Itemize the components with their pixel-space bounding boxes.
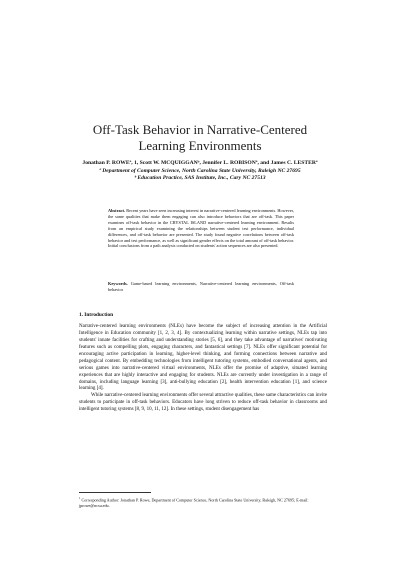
paragraph: While narrative-centered learning environments offer several attractive qualities, these same characteristics can invite students to participate in off-task behaviors. Educators have long striven to reduce off-task behavior in classrooms and intelligent tutoring systems [8, 9, 10, 11, 12]. In these settings, student disengagement has [79, 393, 327, 413]
abstract-label: Abstract. [108, 208, 126, 213]
affiliation-b: ᵇ Education Practice, SAS Institute, Inc., Cary NC 27513 [134, 175, 266, 182]
abstract [108, 208, 294, 249]
footnote-divider [79, 492, 151, 493]
author-list: Jonathan P. ROWEª, 1, Scott W. MCQUIGGANᵇ, Jennifer L. ROBISONª, and James C. LESTERª [82, 160, 318, 166]
keywords-text: Game-based learning environments, Narrative-centered learning environments, Off-task behavior [108, 281, 294, 292]
paper-title [40, 122, 360, 154]
keywords-label: Keywords. [108, 281, 128, 286]
abstract-text: Recent years have seen increasing interest in narrative-centered learning environments. However, the same qualities that make them engaging can also introduce behaviors that are off-task. This paper examines off-task behavior in the CRYSTAL ISLAND narrative-centered learning environment. Results from an empirical study examining the relationships between student test performance, individual differences, and off-task behavior are presented. The study found negative correlations between off-task behavior and test performance, as well as significant gender effects on the total amount of off-task behavior. Initial conclusions from a path analysis conducted on students' action sequences are also presented. [108, 208, 295, 249]
title-line-1: Off-Task Behavior in Narrative-Centered [92, 122, 308, 137]
title-line-2: Learning Environments [138, 138, 262, 153]
footnote [79, 496, 327, 509]
paragraph: Narrative-centered learning environments (NLEs) have become the subject of increasing attention in the Artificial Intelligence in Education community [1, 2, 3, 4]. By contextualizing learning within narrative settings, NLEs tap into students' innate facilities for crafting and understanding stories [5, 6], and they take advantage of narratives' motivating features such as compelling plots, engaging characters, and fantastical settings [7]. NLEs offer significant potential for encouraging active participation in learning, higher-level thinking, and forming connections between narrative and pedagogical content. By embedding technologies from intelligent tutoring systems, embodied conversational agents, and serious games into narrative-centered virtual environments, NLEs offer the promise of adaptive, situated learning experiences that are highly interactive and engaging for students. NLEs are currently under investigation in a range of domains, including language learning [3], anti-bullying education [2], health intervention education [1], and science learning [4]. [79, 324, 327, 392]
footnote-text: Corresponding Author: Jonathan P. Rowe, Department of Computer Science, North Carolina State University, Raleigh, NC 27695; E-mail: jprowe@ncsu.edu. [79, 497, 309, 508]
affiliation-a: ª Department of Computer Science, North Carolina State University, Raleigh NC 27695 [99, 167, 301, 174]
keywords [108, 281, 294, 293]
author-block [40, 160, 360, 183]
body-text [79, 324, 327, 414]
footnote-marker: 1 [79, 496, 81, 500]
section-heading: 1. Introduction [79, 312, 114, 318]
